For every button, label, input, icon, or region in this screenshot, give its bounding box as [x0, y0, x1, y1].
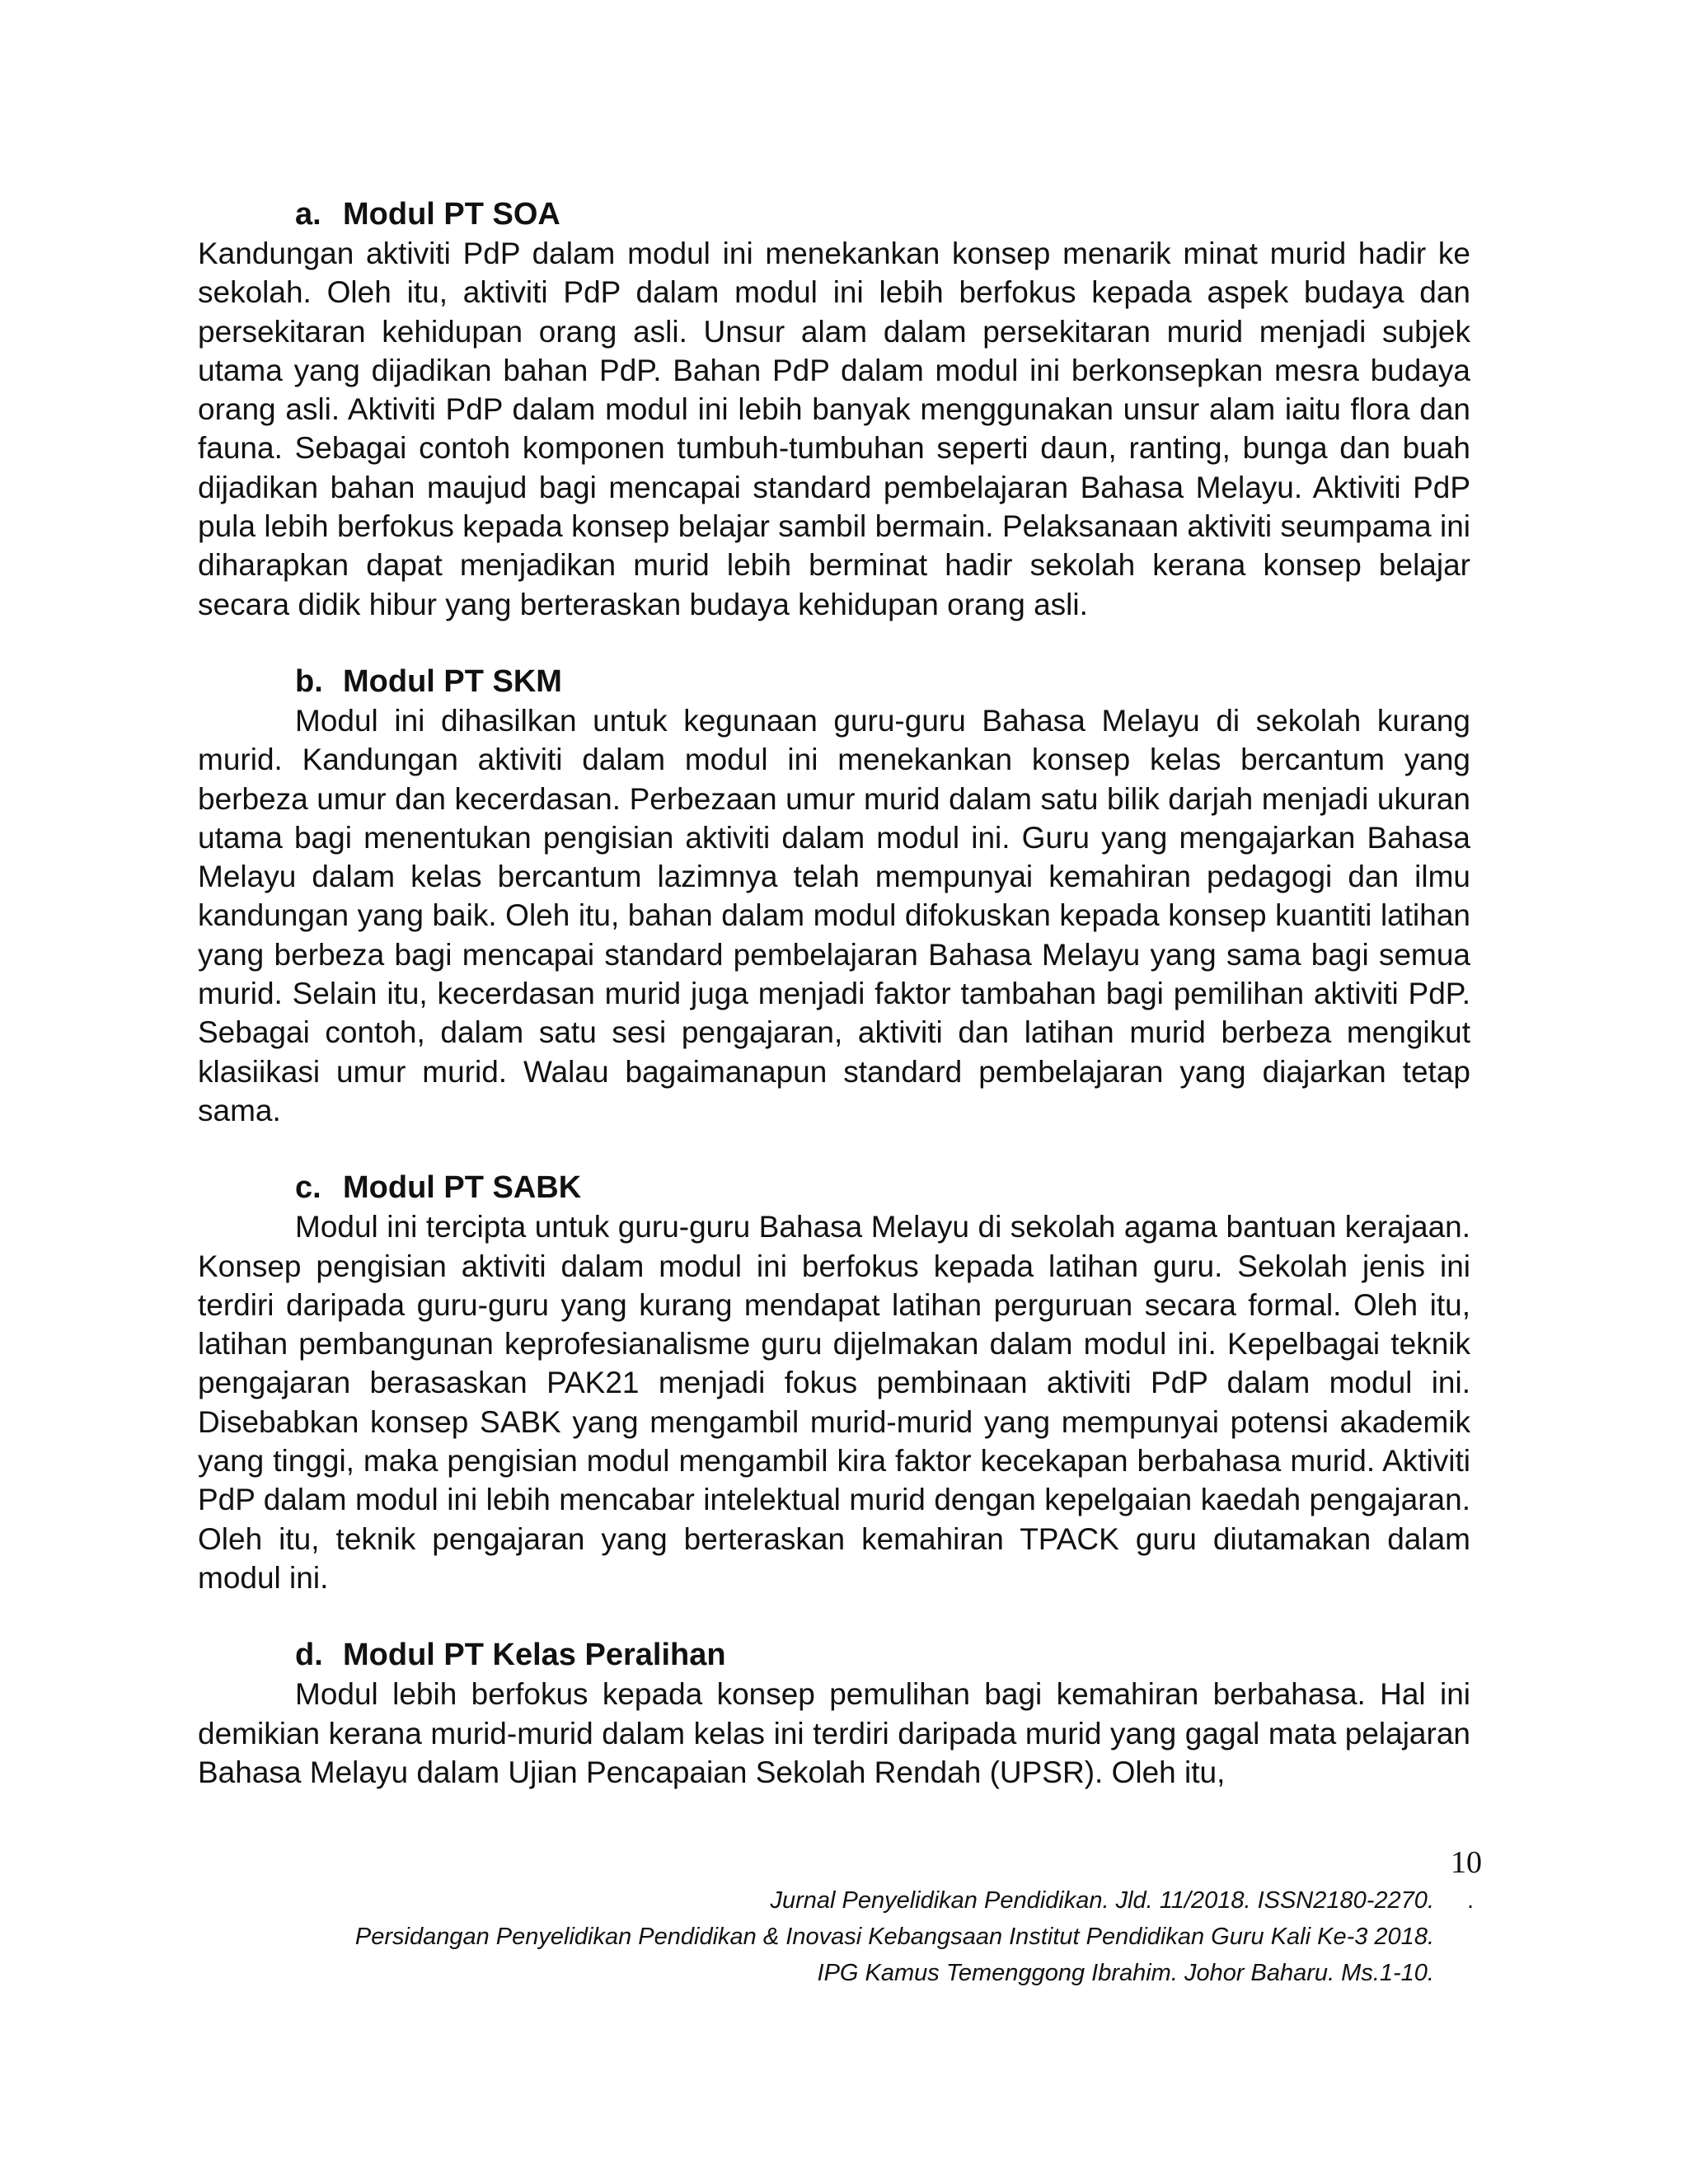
section-title: Modul PT SOA [343, 197, 560, 232]
section-kelas-peralihan [198, 1635, 1470, 1792]
page-content [198, 194, 1470, 1830]
section-letter: c. [295, 1170, 321, 1206]
section-skm [198, 662, 1470, 1130]
section-title: Modul PT SABK [343, 1170, 582, 1206]
section-letter: b. [295, 663, 323, 699]
section-letter: a. [295, 197, 321, 232]
section-title: Modul PT Kelas Peralihan [343, 1638, 726, 1673]
section-body: Modul ini dihasilkan untuk kegunaan guru-guru Bahasa Melayu di sekolah kurang murid. Kandungan aktiviti dalam modul ini menekankan konsep kelas bercantum yang berbeza umur dan kecerdasan. Perbezaan umur murid dalam satu bilik darjah menjadi ukuran utama bagi menentukan pengisian aktiviti dalam modul ini. Guru yang mengajarkan Bahasa Melayu dalam kelas bercantum lazimnya telah mempunyai kemahiran pedagogi dan ilmu kandungan yang baik. Oleh itu, bahan dalam modul difokuskan kepada konsep kuantiti latihan yang berbeza bagi mencapai standard pembelajaran Bahasa Melayu yang sama bagi semua murid. Selain itu, kecerdasan murid juga menjadi faktor tambahan bagi pemilihan aktiviti PdP. Sebagai contoh, dalam satu sesi pengajaran, aktiviti dan latihan murid berbeza mengikut klasiikasi umur murid. Walau bagaimanapun standard pembelajaran yang diajarkan tetap sama. [198, 703, 1470, 1127]
journal-footer [247, 1882, 1434, 1991]
section-title: Modul PT SKM [343, 663, 562, 699]
section-body: Modul lebih berfokus kepada konsep pemulihan bagi kemahiran berbahasa. Hal ini demikian kerana murid-murid dalam kelas ini terdiri daripada murid yang gagal mata pelajaran Bahasa Melayu dalam Ujian Pencapaian Sekolah Rendah (UPSR). Oleh itu, [198, 1677, 1470, 1789]
section-body: Kandungan aktiviti PdP dalam modul ini menekankan konsep menarik minat murid hadir ke sekolah. Oleh itu, aktiviti PdP dalam modul ini lebih berfokus kepada aspek budaya dan persekitaran kehidupan orang asli. Unsur alam dalam persekitaran murid menjadi subjek utama yang dijadikan bahan PdP. Bahan PdP dalam modul ini berkonsepkan mesra budaya orang asli. Aktiviti PdP dalam modul ini lebih banyak menggunakan unsur alam iaitu flora dan fauna. Sebagai contoh komponen tumbuh-tumbuhan seperti daun, ranting, bunga dan buah dijadikan bahan maujud bagi mencapai standard pembelajaran Bahasa Melayu. Aktiviti PdP pula lebih berfokus kepada konsep belajar sambil bermain. Pelaksanaan aktiviti seumpama ini diharapkan dapat menjadikan murid lebih berminat hadir sekolah kerana konsep belajar secara didik hibur yang berteraskan budaya kehidupan orang asli. [198, 237, 1470, 621]
section-body: Modul ini tercipta untuk guru-guru Bahasa Melayu di sekolah agama bantuan kerajaan. Konsep pengisian aktiviti dalam modul ini berfokus kepada latihan guru. Sekolah jenis ini terdiri daripada guru-guru yang kurang mendapat latihan perguruan secara formal. Oleh itu, latihan pembangunan keprofesianalisme guru dijelmakan dalam modul ini. Kepelbagai teknik pengajaran berasaskan PAK21 menjadi fokus pembinaan aktiviti PdP dalam modul ini. Disebabkan konsep SABK yang mengambil murid-murid yang mempunyai potensi akademik yang tinggi, maka pengisian modul mengambil kira faktor kecekapan berbahasa murid. Aktiviti PdP dalam modul ini lebih mencabar intelektual murid dengan kepelgaian kaedah pengajaran. Oleh itu, teknik pengajaran yang berteraskan kemahiran TPACK guru diutamakan dalam modul ini. [198, 1210, 1470, 1595]
footer-journal-line: Jurnal Penyelidikan Pendidikan. Jld. 11/2018. ISSN2180-2270. [770, 1887, 1434, 1914]
footer-conference-line: Persidangan Penyelidikan Pendidikan & Inovasi Kebangsaan Institut Pendidikan Guru Kali Ke-3 2018. [354, 1924, 1434, 1950]
section-sabk [198, 1168, 1470, 1597]
page-number: 10 [1451, 1845, 1482, 1880]
section-heading [198, 1168, 1470, 1207]
section-letter: d. [295, 1638, 323, 1673]
section-heading [198, 662, 1470, 701]
footer-institution-line: IPG Kamus Temenggong Ibrahim. Johor Baharu. Ms.1-10. [817, 1960, 1434, 1986]
section-heading [198, 194, 1470, 234]
section-heading [198, 1635, 1470, 1675]
footer-trailing-mark: . [1467, 1887, 1475, 1914]
section-soa [198, 194, 1470, 624]
